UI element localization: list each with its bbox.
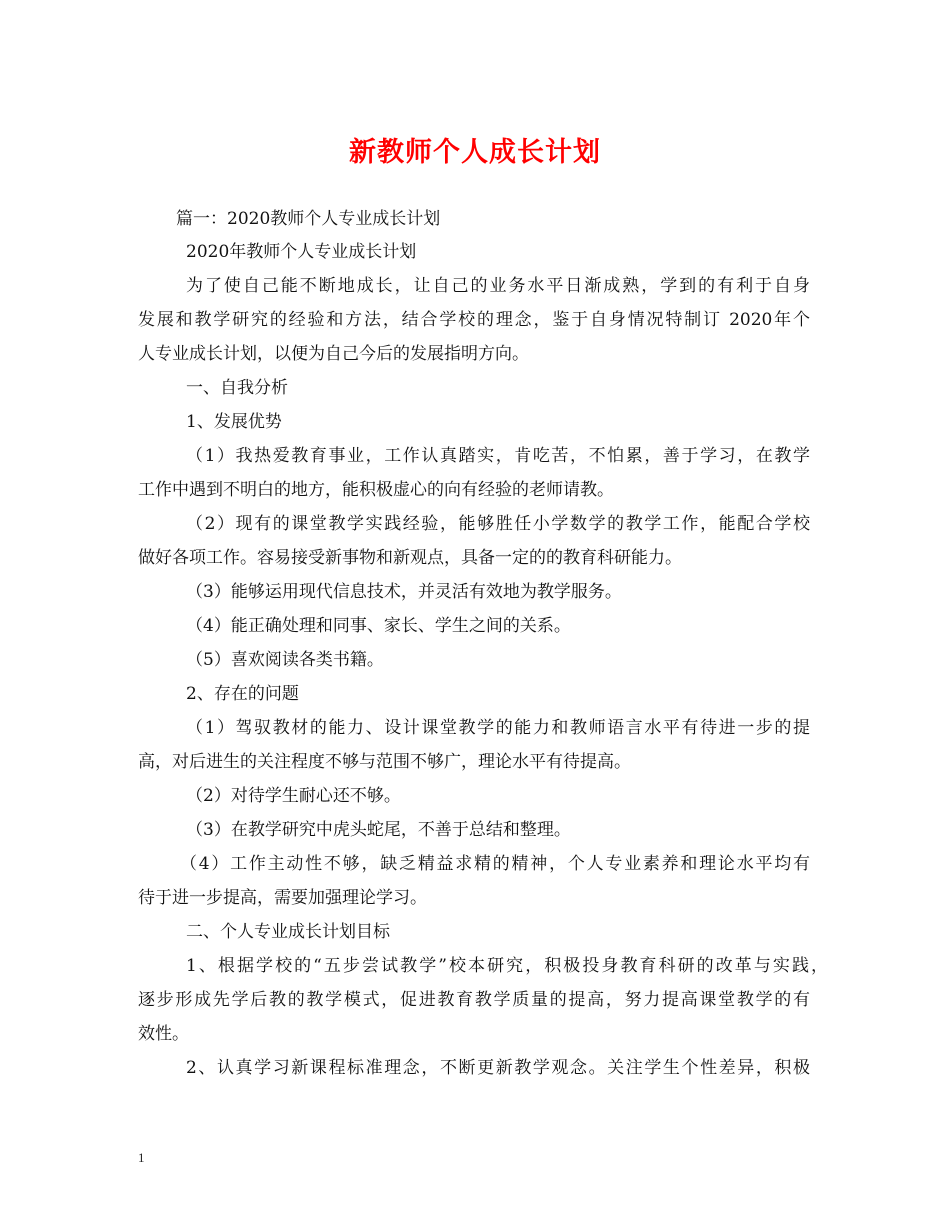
paragraph-line: 1、根据学校的“五步尝试教学”校本研究，积极投身教育科研的改革与实践，: [186, 956, 828, 976]
list-item-cont: 高，对后进生的关注程度不够与范围不够广，理论水平有待提高。: [138, 752, 631, 772]
list-item: （4）工作主动性不够，缺乏精益求精的精神，个人专业素养和理论水平均有: [180, 854, 810, 874]
list-item: （1）我热爱教育事业，工作认真踏实，肯吃苦，不怕累，善于学习，在教学: [186, 446, 810, 466]
list-item: （4）能正确处理和同事、家长、学生之间的关系。: [186, 616, 571, 636]
page-number: 1: [138, 1150, 145, 1165]
paragraph-line: 人专业成长计划，以便为自己今后的发展指明方向。: [138, 344, 529, 364]
list-item-cont: 做好各项工作。容易接受新事物和新观点，具备一定的的教育科研能力。: [138, 548, 682, 568]
paragraph-line: 效性。: [138, 1024, 189, 1044]
paragraph-line: 2、认真学习新课程标准理念，不断更新教学观念。关注学生个性差异，积极: [186, 1058, 810, 1078]
section-heading-1: 篇一：2020教师个人专业成长计划: [176, 209, 441, 229]
paragraph-line: 逐步形成先学后教的教学模式，促进教育教学质量的提高，努力提高课堂教学的有: [138, 990, 810, 1010]
paragraph-line: 发展和教学研究的经验和方法，结合学校的理念，鉴于自身情况特制订 2020年个: [138, 310, 810, 330]
subsection-heading: 2、存在的问题: [186, 684, 299, 704]
page-title: 新教师个人成长计划: [349, 137, 601, 168]
section-heading: 一、自我分析: [186, 378, 288, 398]
subsection-heading: 1、发展优势: [186, 412, 282, 432]
paragraph-line: 为了使自己能不断地成长，让自己的业务水平日渐成熟，学到的有利于自身: [186, 276, 810, 296]
list-item: （3）在教学研究中虎头蛇尾，不善于总结和整理。: [186, 820, 571, 840]
list-item: （2）现有的课堂教学实践经验，能够胜任小学数学的教学工作，能配合学校: [186, 514, 810, 534]
list-item: （2）对待学生耐心还不够。: [186, 786, 401, 806]
plan-subtitle: 2020年教师个人专业成长计划: [186, 242, 417, 262]
list-item: （1）驾驭教材的能力、设计课堂教学的能力和教师语言水平有待进一步的提: [186, 718, 810, 738]
list-item-cont: 待于进一步提高，需要加强理论学习。: [138, 888, 427, 908]
list-item-cont: 工作中遇到不明白的地方，能积极虚心的向有经验的老师请教。: [138, 480, 614, 500]
section-heading: 二、个人专业成长计划目标: [186, 922, 390, 942]
list-item: （3）能够运用现代信息技术，并灵活有效地为教学服务。: [186, 582, 622, 602]
list-item: （5）喜欢阅读各类书籍。: [186, 650, 384, 670]
